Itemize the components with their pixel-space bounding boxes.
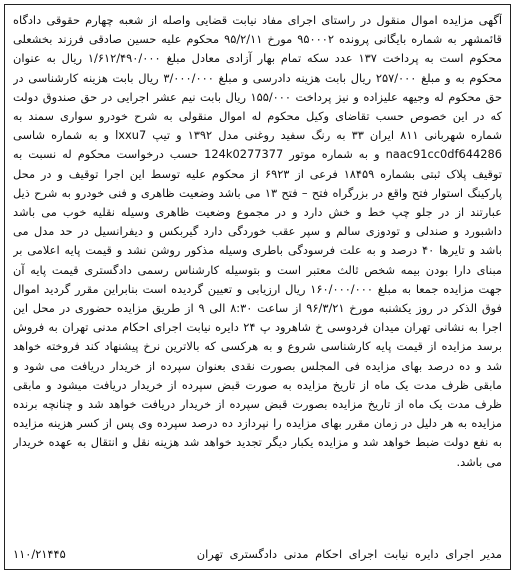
notice-footer <box>13 543 502 565</box>
notice-frame <box>4 4 511 570</box>
notice-body-text: آگهی مزایده اموال منقول در راستای اجرای مفاد نیابت قضایی واصله از شعبه چهارم حقوقی دادگاه قائمشهر به شماره بایگانی پرونده ۹۵۰۰۰۲ مورخ ۹۵/۲/۱۱ محکوم علیه حسین صادقی فرزند بخشعلی محکوم است به پرداخت ۱۳۷ عدد سکه تمام بهار آزادی معادل مبلغ ۱/۶۱۲/۴۹۰/۰۰۰ ریال به عنوان محکوم به و مبلغ ۲۵۷/۰۰۰ ریال بابت هزینه دادرسی و مبلغ ۳/۰۰۰/۰۰۰ ریال بابت هزینه کارشناسی در حق محکوم له وجیهه علیزاده و نیز پرداخت ۱۵۵/۰۰۰ ریال بابت نیم عشر اجرایی در حق صندوق دولت که در این خصوص حسب تقاضای وکیل محکوم له اموال منقولی به شرح خودرو سواری سمند به شماره شهربانی ۸۱۱ ایران ۳۳ به رنگ سفید روغنی مدل ۱۳۹۲ و تیپ lxxu7 و به شماره شاسی naac91cc0df644286 و به شماره موتور 124k0277377 حسب درخواست محکوم له نسبت به توقیف پلاک ثبتی بشماره ۱۸۴۵۹ فرعی از ۶۹۲۳ از محکوم علیه توسط این اجرا توقیف و در محل پارکینگ استوار فتح واقع در بزرگراه فتح – فتح ۱۳ می باشد وضعیت ظاهری و فنی خودرو به شرح ذیل عبارتند از در جلو چپ خط و خش دارد و در مجموع وضعیت ظاهری وسیله نقلیه خوب می باشد داشبورد و صندلی و تودوزی سالم و سپر عقب خوردگی دارد گیربکس و دیفرانسیل در حد مدل می باشد و تایرها ۴۰ درصد و به علت فرسودگی باطری وسیله مذکور روشن نشد و قیمت پایه اعلامی بر مبنای دارا بودن بیمه شخص ثالث معتبر است و بتوسیله کارشناس رسمی دادگستری قیمت پایه آن جهت مزایده جمعا به مبلغ ۱۶۰/۰۰۰/۰۰۰ ریال ارزیابی و تعیین گردیده است بنابراین مقرر گردید اموال فوق الذکر در روز یکشنبه مورخ ۹۶/۳/۲۱ از ساعت ۸:۳۰ الی ۹ از طریق مزایده حضوری در محل این اجرا به نشانی تهران میدان فردوسی خ شاهرود پ ۲۴ دایره نیابت اجرای احکام مدنی تهران به فروش برسد مزایده از قیمت پایه کارشناسی شروع و به هرکسی که بالاترین نرخ پیشنهاد کند فروخته خواهد شد و ده درصد بهای مزایده فی المجلس بصورت نقدی بعنوان سپرده از خریدار دریافت می شود و مابقی ظرف مدت یک ماه از تاریخ مزایده به صورت قبض سپرده از خریدار دریافت میشود و مابقی ظرف مدت یک ماه از تاریخ مزایده بصورت قبض سپرده از خریدار دریافت خواهد شد و چنانچه برنده مزایده به هر دلیل در زمان مقرر بهای مزایده را نپردازد ده درصد سپرده وی پس از کسر هزینه مزایده به نفع دولت ضبط خواهد شد و مزایده یکبار دیگر تجدید خواهد شد هزینه نقل و انتقال به عهده خریدار می باشد. <box>13 13 502 469</box>
reference-number: ۱۱۰/۲۱۴۴۵ <box>13 547 66 561</box>
issuing-office: مدیر اجرای دایره نیابت اجرای احکام مدنی دادگستری تهران <box>196 547 502 561</box>
